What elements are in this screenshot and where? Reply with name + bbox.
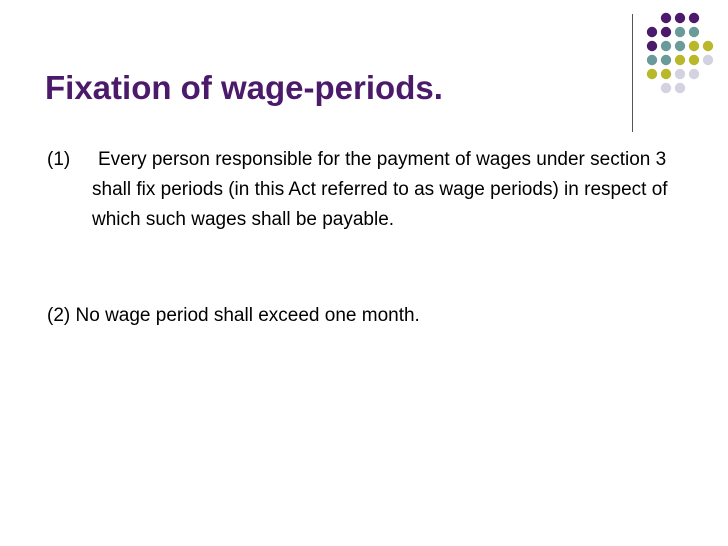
decoration-dot — [675, 13, 685, 23]
decoration-dot — [647, 69, 657, 79]
decoration-dot — [647, 55, 657, 65]
decoration-dot — [661, 27, 671, 37]
paragraph-1-text: Every person responsible for the payment of wages under section 3 shall fix periods (in this Act referred to as wage periods) in respect of which such wages shall be payable. — [92, 149, 668, 230]
decoration-dot — [689, 13, 699, 23]
decoration-dot — [689, 27, 699, 37]
decoration-dot — [647, 27, 657, 37]
decoration-dot — [675, 41, 685, 51]
paragraph-1-number: (1) — [47, 149, 71, 170]
decoration-dot — [647, 41, 657, 51]
paragraph-2: (2) No wage period shall exceed one month. — [47, 305, 420, 326]
decoration-dot — [661, 83, 671, 93]
slide-title: Fixation of wage-periods. — [45, 69, 443, 106]
decoration-dot — [675, 83, 685, 93]
decoration-dot — [703, 41, 713, 51]
decoration-dot — [703, 55, 713, 65]
decoration-dot — [661, 69, 671, 79]
paragraph-1 — [47, 145, 687, 235]
decoration-dot — [675, 69, 685, 79]
decoration-dot — [689, 69, 699, 79]
decoration-dot — [675, 55, 685, 65]
decoration-dot — [689, 55, 699, 65]
decoration-dot — [661, 55, 671, 65]
decoration-dot — [675, 27, 685, 37]
vertical-divider — [632, 14, 633, 132]
decoration-dot — [661, 13, 671, 23]
decoration-dot — [689, 41, 699, 51]
decoration-dot — [661, 41, 671, 51]
